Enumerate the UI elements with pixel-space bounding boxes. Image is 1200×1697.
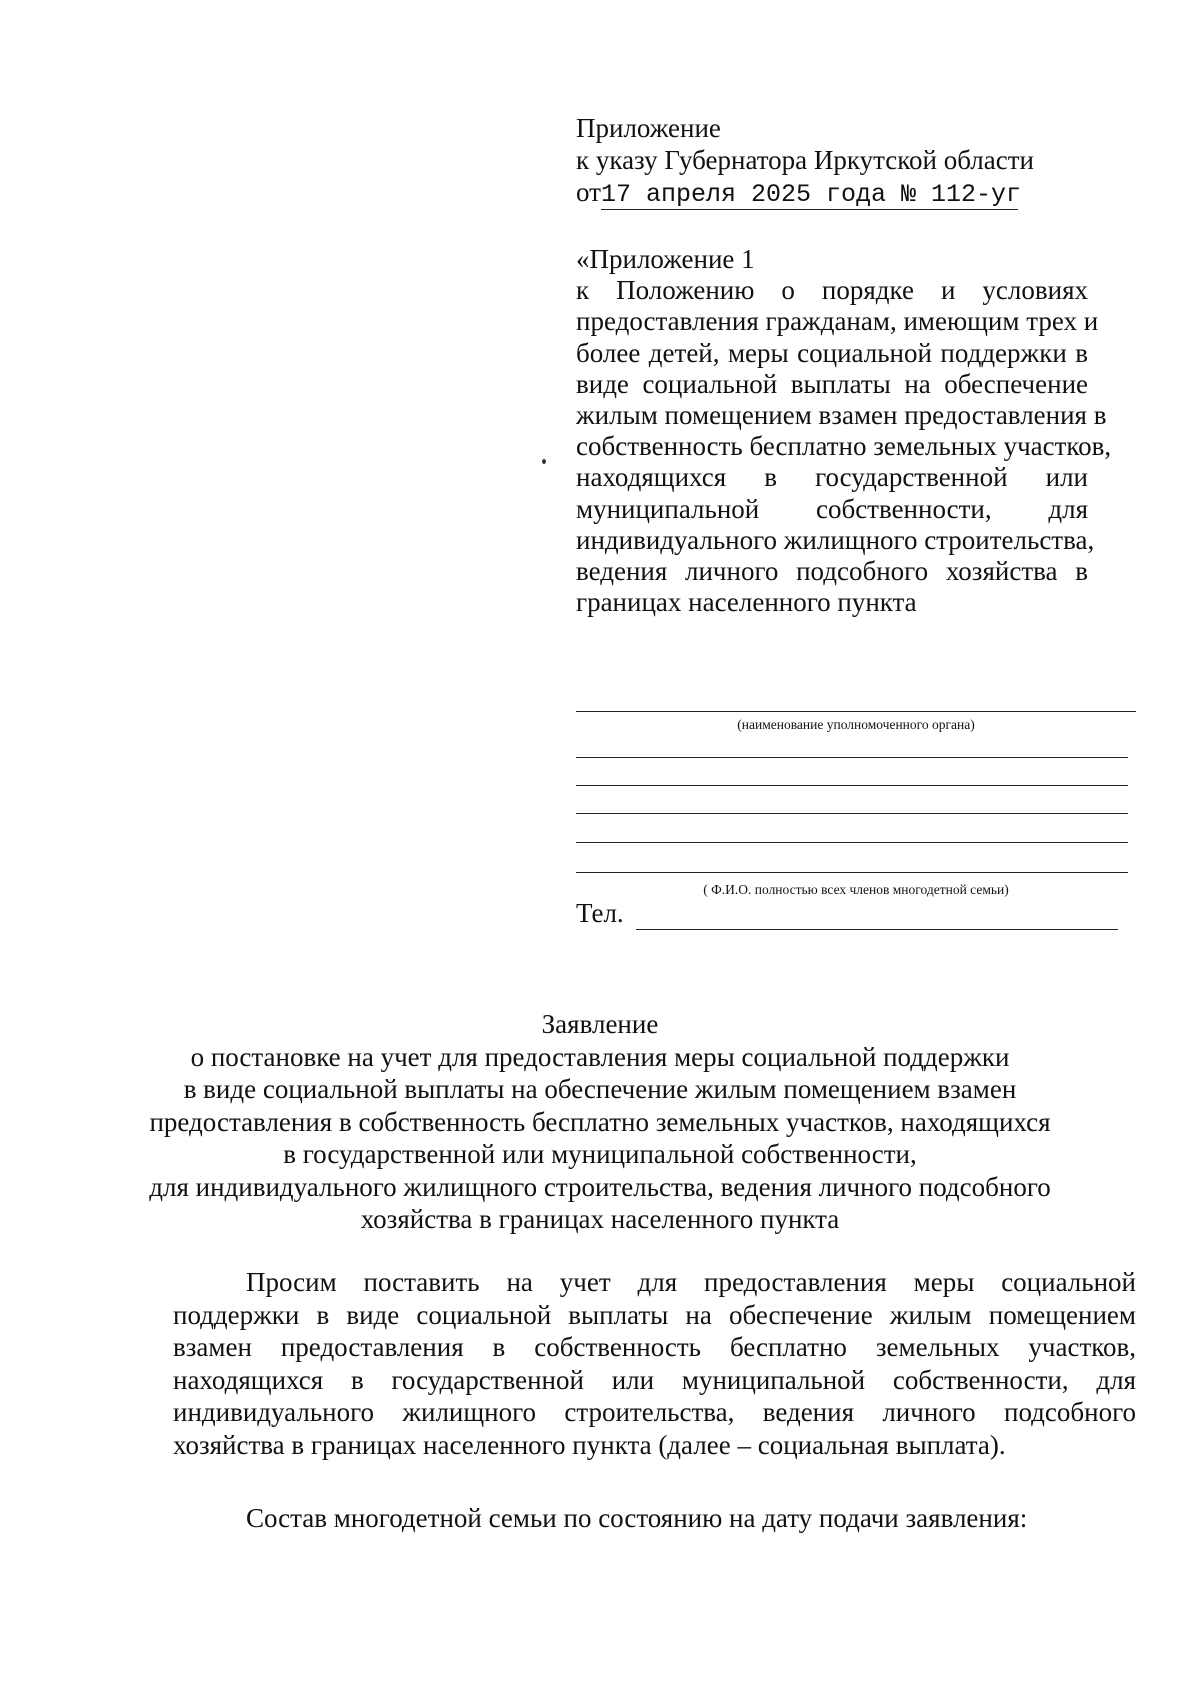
appendix-1-line: к Положению о порядке и условиях: [576, 275, 1088, 306]
decree-date-line: [576, 176, 1096, 210]
family-members-field[interactable]: [576, 813, 1128, 814]
authority-name-field[interactable]: [576, 711, 1136, 712]
statement-title: [120, 1008, 1080, 1236]
scan-dot-mark: [542, 459, 546, 464]
request-paragraph: [173, 1266, 1136, 1462]
statement-subject-line: в виде социальной выплаты на обеспечение жилым помещением взамен: [183, 1074, 1017, 1104]
appendix-1-line: ведения личного подсобного хозяйства в: [576, 556, 1088, 587]
statement-heading: Заявление: [541, 1009, 659, 1039]
family-members-field[interactable]: [576, 757, 1128, 758]
request-line: хозяйства в границах населенного пункта (далее – социальная выплата).: [173, 1429, 1006, 1460]
appendix-1-line: жилым помещением взамен предоставления в: [576, 400, 1107, 431]
family-members-field[interactable]: [576, 872, 1128, 873]
appendix-1-line: находящихся в государственной или: [576, 462, 1088, 493]
appendix-1-line: более детей, меры социальной поддержки в: [576, 337, 1088, 368]
decree-reference: к указу Губернатора Иркутской области: [576, 145, 1034, 175]
family-members-field[interactable]: [576, 842, 1128, 843]
statement-subject-line: для индивидуального жилищного строительства, ведения личного подсобного: [149, 1171, 1051, 1202]
appendix-1-line: границах населенного пункта: [576, 587, 917, 618]
request-line: Просим поставить на учет для предоставления меры социальной: [246, 1267, 1136, 1297]
appendix-1-line: предоставления гражданам, имеющим трех и: [576, 306, 1099, 337]
authority-name-caption: (наименование уполномоченного органа): [737, 717, 975, 732]
request-line: индивидуального жилищного строительства, ведения личного подсобного: [173, 1397, 1136, 1428]
appendix-1-title: «Приложение 1: [576, 244, 755, 274]
appendix-1-line: муниципальной собственности, для: [576, 493, 1088, 524]
phone-field[interactable]: [636, 929, 1118, 930]
decree-appendix-header: [576, 112, 1096, 210]
family-composition-heading: Состав многодетной семьи по состоянию на дату подачи заявления:: [246, 1503, 1028, 1533]
appendix-label: Приложение: [576, 113, 721, 143]
appendix-1-line: собственность бесплатно земельных участков,: [576, 431, 1112, 462]
family-members-field[interactable]: [576, 785, 1128, 786]
appendix-1-block: [576, 244, 1112, 618]
request-line: поддержки в виде социальной выплаты на обеспечение жилым помещением: [173, 1299, 1136, 1330]
appendix-1-line: виде социальной выплаты на обеспечение: [576, 368, 1088, 399]
statement-subject-line: предоставления в собственность бесплатно земельных участков, находящихся: [149, 1106, 1051, 1137]
decree-date-number: 17 апреля 2025 года № 112-уг: [600, 180, 1022, 209]
family-members-caption: ( Ф.И.О. полностью всех членов многодетной семьи): [703, 882, 1009, 897]
phone-label: Тел.: [576, 898, 624, 928]
appendix-1-line: индивидуального жилищного строительства,: [576, 524, 1095, 555]
request-line: взамен предоставления в собственность бесплатно земельных участков,: [173, 1332, 1136, 1363]
request-line: находящихся в государственной или муниципальной собственности, для: [173, 1364, 1136, 1395]
statement-subject-line: о постановке на учет для предоставления меры социальной поддержки: [190, 1041, 1010, 1072]
statement-subject-line: хозяйства в границах населенного пункта: [360, 1204, 840, 1234]
date-prefix: от: [576, 177, 601, 207]
statement-subject-line: в государственной или муниципальной собственности,: [283, 1139, 917, 1169]
